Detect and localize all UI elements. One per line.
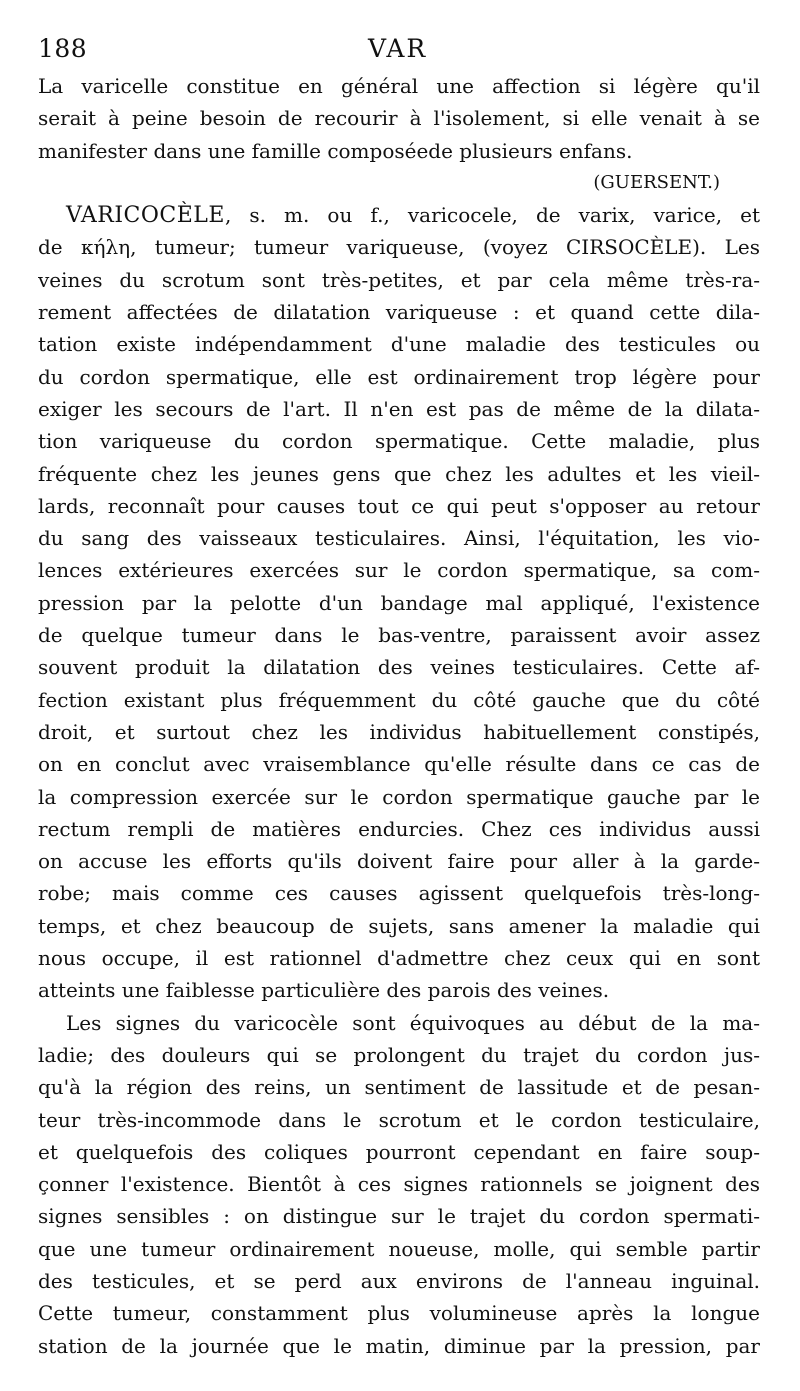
text-line: station de la journée que le matin, diminue par la pression, par bbox=[38, 1333, 760, 1358]
text-line: Cette tumeur, constamment plus volumineuse après la longue bbox=[38, 1301, 760, 1326]
text-line: lards, reconnaît pour causes tout ce qui peut s'opposer au retour bbox=[38, 493, 760, 518]
text-line: manifester dans une famille composéede plusieurs enfans. bbox=[38, 138, 633, 163]
author-signature: (GUERSENT.) bbox=[593, 171, 720, 193]
entry-first-line bbox=[38, 199, 760, 231]
text-line: des testicules, et se perd aux environs de l'anneau inguinal. bbox=[38, 1268, 760, 1293]
text-line: souvent produit la dilatation des veines testiculaires. Cette af- bbox=[38, 655, 760, 680]
text-line: veines du scrotum sont très-petites, et par cela même très-ra- bbox=[38, 267, 760, 292]
entry-line-text: , s. m. ou f., varicocele, de varix, varice, et bbox=[224, 203, 760, 228]
text-line: du sang des vaisseaux testiculaires. Ainsi, l'équitation, les vio- bbox=[38, 526, 760, 551]
running-title: VAR bbox=[368, 34, 428, 63]
text-line: çonner l'existence. Bientôt à ces signes rationnels se joignent des bbox=[38, 1172, 760, 1197]
text-line: atteints une faiblesse particulière des parois des veines. bbox=[38, 978, 610, 1003]
text-line: Les signes du varicocèle sont équivoques au début de la ma- bbox=[66, 1010, 760, 1035]
text-line: et quelquefois des coliques pourront cependant en faire soup- bbox=[38, 1139, 760, 1164]
text-line: on accuse les efforts qu'ils doivent faire pour aller à la garde- bbox=[38, 849, 760, 874]
text-line: de quelque tumeur dans le bas-ventre, paraissent avoir assez bbox=[38, 623, 760, 648]
text-line: ladie; des douleurs qui se prolongent du trajet du cordon jus- bbox=[38, 1042, 760, 1067]
text-line: La varicelle constitue en général une affection si légère qu'il bbox=[38, 74, 760, 98]
text-line: on en conclut avec vraisemblance qu'elle résulte dans ce cas de bbox=[38, 752, 760, 777]
text-line: de κήλη, tumeur; tumeur variqueuse, (voyez CIRSOCÈLE). Les bbox=[38, 235, 760, 260]
text-line: fection existant plus fréquemment du côté gauche que du côté bbox=[38, 687, 760, 712]
paragraph-signs bbox=[38, 1007, 760, 1362]
text-line: nous occupe, il est rationnel d'admettre chez ceux qui en sont bbox=[38, 946, 760, 971]
entry-headword: VARICOCÈLE bbox=[66, 203, 225, 229]
text-line: rectum rempli de matières endurcies. Chez ces individus aussi bbox=[38, 816, 760, 841]
running-head bbox=[38, 30, 760, 70]
text-line: fréquente chez les jeunes gens que chez les adultes et les vieil- bbox=[38, 461, 760, 486]
text-line: tation existe indépendamment d'une maladie des testicules ou bbox=[38, 332, 760, 357]
book-page bbox=[38, 30, 760, 1370]
text-line: la compression exercée sur le cordon spermatique gauche par le bbox=[38, 784, 760, 809]
text-line: tion variqueuse du cordon spermatique. Cette maladie, plus bbox=[38, 429, 760, 454]
text-line: du cordon spermatique, elle est ordinairement trop légère pour bbox=[38, 364, 760, 389]
page-number: 188 bbox=[38, 34, 88, 63]
text-line: droit, et surtout chez les individus habituellement constipés, bbox=[38, 719, 760, 744]
entry-varicocele bbox=[38, 199, 760, 1006]
text-line: exiger les secours de l'art. Il n'en est pas de même de la dilata- bbox=[38, 396, 760, 421]
text-line: signes sensibles : on distingue sur le trajet du cordon spermati- bbox=[38, 1204, 760, 1229]
text-line: que une tumeur ordinairement noueuse, molle, qui semble partir bbox=[38, 1236, 760, 1261]
text-line: robe; mais comme ces causes agissent quelquefois très-long- bbox=[38, 881, 760, 906]
text-line: rement affectées de dilatation variqueuse : et quand cette dila- bbox=[38, 300, 760, 325]
paragraph-varicelle-end bbox=[38, 70, 760, 167]
text-line: lences extérieures exercées sur le cordon spermatique, sa com- bbox=[38, 558, 760, 583]
text-line: serait à peine besoin de recourir à l'isolement, si elle venait à se bbox=[38, 106, 760, 131]
text-line: temps, et chez beaucoup de sujets, sans amener la maladie qui bbox=[38, 913, 760, 938]
text-line: teur très-incommode dans le scrotum et le cordon testiculaire, bbox=[38, 1107, 760, 1132]
text-line: pression par la pelotte d'un bandage mal appliqué, l'existence bbox=[38, 590, 760, 615]
text-line: qu'à la région des reins, un sentiment de lassitude et de pesan- bbox=[38, 1075, 760, 1100]
